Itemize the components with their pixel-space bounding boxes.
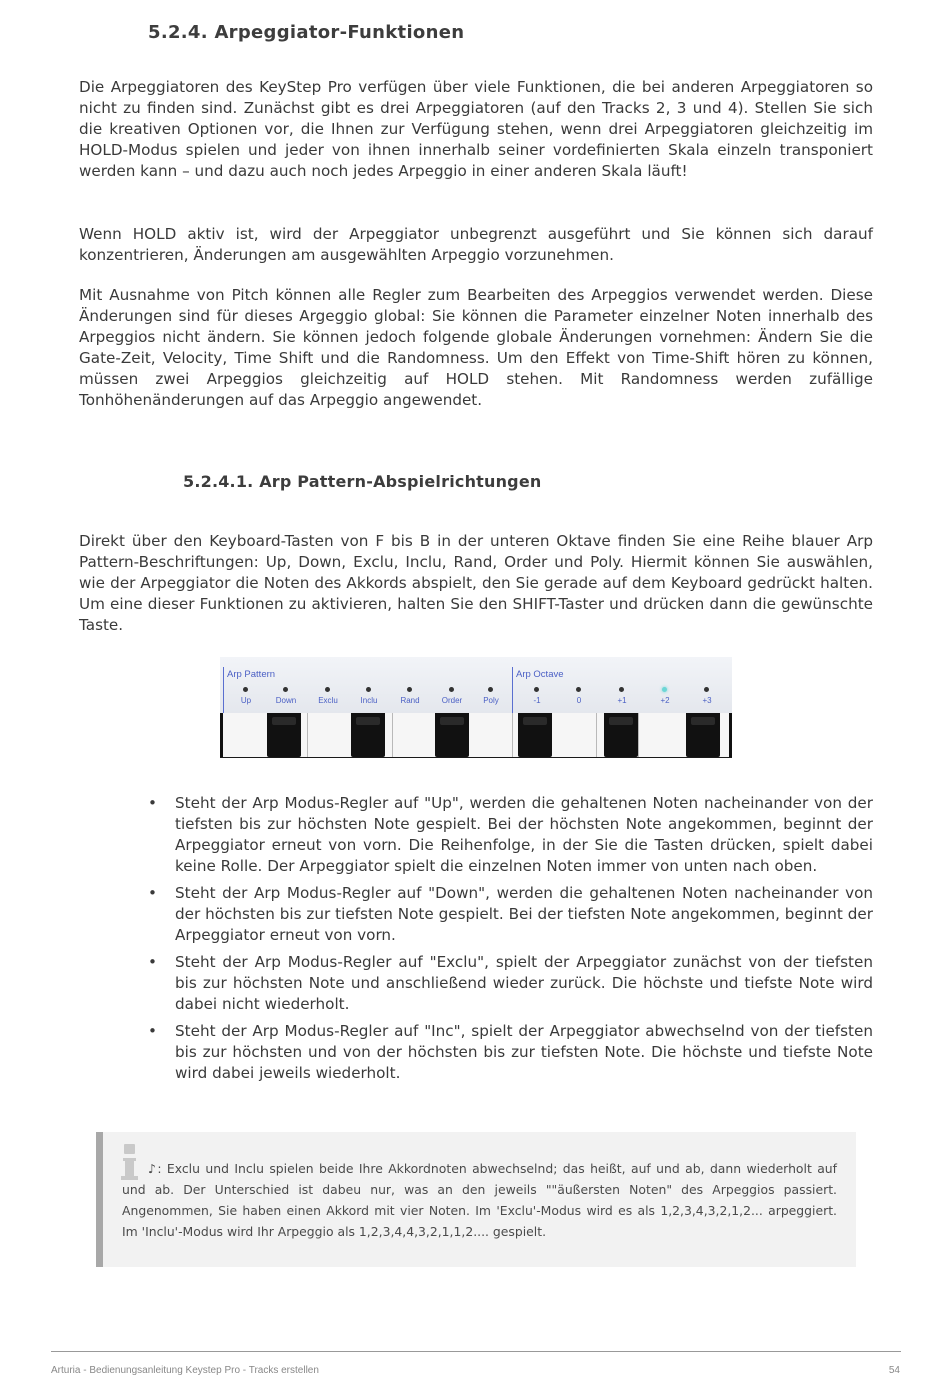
info-note-box (96, 1132, 856, 1267)
group-divider (512, 667, 513, 713)
list-item-text: Steht der Arp Modus-Regler auf "Up", werden die gehaltenen Noten nacheinander von der tiefsten bis zur höchsten Note gespielt. Bei der höchsten Note angekommen, beginnt der Arpeggiator erneut von vorn. Die Reihenfolge, in der Sie die Tasten drücken, spielt dabei keine Rolle. Der Arpeggiator spielt die einzelnen Noten immer von unten nach oben. (175, 794, 873, 875)
list-item-text: Steht der Arp Modus-Regler auf "Down", werden die gehaltenen Noten nacheinander von der höchsten bis zur tiefsten Note gespielt. Bei der tiefsten Note angekommen, beginnt der Arpeggiator erneut von vorn. (175, 884, 873, 944)
arp-pattern-label: Up (240, 696, 252, 705)
arp-octave-label: +2 (660, 696, 670, 705)
note-accent-bar (96, 1132, 103, 1267)
key-edge (220, 713, 223, 757)
black-key (351, 713, 385, 757)
led-dot (325, 687, 330, 692)
list-item (148, 952, 873, 1015)
arp-octave-label: +3 (702, 696, 712, 705)
page-number: 54 (888, 1365, 900, 1376)
list-item (148, 793, 873, 877)
label-strip (220, 657, 732, 713)
led-dot (576, 687, 581, 692)
list-item (148, 1021, 873, 1084)
led-dot (704, 687, 709, 692)
paragraph: Mit Ausnahme von Pitch können alle Regler zum Bearbeiten des Arpeggios verwendet werden. Diese Änderungen sind für dieses Argeggio global: Sie können die Parameter einzelner Noten innerhalb des Arpeggios nicht ändern. Sie können jedoch folgende globale Änderungen vornehmen: Ändern Sie die Gate-Zeit, Velocity, Time Shift und die Randomness. Um den Effekt von Time-Shift hören zu können, müssen zwei Arpeggios gleichzeitig auf HOLD stehen. Mit Randomness werden zufällige Tonhöhenänderungen auf das Arpeggio angewendet. (79, 286, 873, 409)
arp-octave-label: 0 (576, 696, 582, 705)
white-key-divider (307, 713, 308, 757)
arp-pattern-label: Inclu (360, 696, 378, 705)
arp-pattern-label: Down (275, 696, 297, 705)
white-key-divider (596, 713, 597, 757)
led-dot (534, 687, 539, 692)
arp-octave-label: +1 (617, 696, 627, 705)
key-edge (729, 713, 732, 757)
paragraph: Wenn HOLD aktiv ist, wird der Arpeggiator unbegrenzt ausgeführt und Sie können sich darauf konzentrieren, Änderungen am ausgewählten Arpeggio vorzunehmen. (79, 225, 873, 264)
group-divider (223, 667, 224, 713)
paragraph: Die Arpeggiatoren des KeyStep Pro verfügen über viele Funktionen, die bei anderen Arpeggiatoren so nicht zu finden sind. Zunächst gibt es drei Arpeggiatoren (auf den Tracks 2, 3 und 4). Stellen Sie sich die kreativen Optionen vor, die Ihnen zur Verfügung stehen, wenn drei Arpeggiatoren gleichzeitig im HOLD-Modus spielen und jeder von ihnen innerhalb seiner vordefinierten Skala einzeln transponiert werden kann – und dazu auch noch jedes Arpeggio in einer anderen Skala läuft! (79, 78, 873, 180)
led-dot (283, 687, 288, 692)
black-key (686, 713, 720, 757)
led-dot (449, 687, 454, 692)
black-key (267, 713, 301, 757)
white-key-divider (392, 713, 393, 757)
black-key (518, 713, 552, 757)
arp-pattern-label: Poly (483, 696, 499, 705)
footer-title: Arturia - Bedienungsanleitung Keystep Pro - Tracks erstellen (51, 1365, 319, 1376)
led-dot-active (662, 687, 667, 692)
arp-pattern-label: Rand (400, 696, 420, 705)
bullet-marker: • (148, 953, 157, 971)
arp-octave-label: -1 (533, 696, 541, 705)
list-item-text: Steht der Arp Modus-Regler auf "Inc", spielt der Arpeggiator abwechselnd von der tiefsten bis zur höchsten und von der höchsten bis zur tiefsten Note. Die höchste und tiefste Note wird dabei jeweils wiederholt. (175, 1022, 873, 1082)
keyboard-image (220, 657, 732, 758)
white-key-divider (512, 713, 513, 757)
bullet-marker: • (148, 1022, 157, 1040)
led-dot (243, 687, 248, 692)
black-key (604, 713, 638, 757)
bullet-marker: • (148, 884, 157, 902)
led-dot (407, 687, 412, 692)
section-heading: 5.2.4. Arpeggiator-Funktionen (148, 22, 465, 43)
footer-divider (51, 1351, 901, 1352)
led-dot (366, 687, 371, 692)
led-dot (619, 687, 624, 692)
arp-pattern-title: Arp Pattern (227, 669, 276, 680)
arp-octave-title: Arp Octave (516, 669, 564, 680)
subsection-heading: 5.2.4.1. Arp Pattern-Abspielrichtungen (183, 472, 542, 491)
led-dot (488, 687, 493, 692)
white-key-divider (638, 713, 639, 757)
list-item-text: Steht der Arp Modus-Regler auf "Exclu", spielt der Arpeggiator zunächst von der tiefsten bis zur höchsten Note und anschließend wieder zurück. Die höchste und tiefste Note wird dabei nicht wiederholt. (175, 953, 873, 1013)
bullet-list (148, 793, 873, 1090)
paragraph: Direkt über den Keyboard-Tasten von F bis B in der unteren Oktave finden Sie eine Reihe blauer Arp Pattern-Beschriftungen: Up, Down, Exclu, Inclu, Rand, Order und Poly. Hiermit können Sie auswählen, wie der Arpeggiator die Noten des Akkords abspielt, den Sie gerade auf dem Keyboard gedrückt halten. Um eine dieser Funktionen zu aktivieren, halten Sie den SHIFT-Taster und drücken dann die gewünschte Taste. (79, 532, 873, 634)
piano-keys (220, 713, 732, 757)
list-item (148, 883, 873, 946)
bullet-marker: • (148, 794, 157, 812)
note-text: ♪: Exclu und Inclu spielen beide Ihre Akkordnoten abwechselnd; das heißt, auf und ab, dann wiederholt auf und ab. Der Unterschied ist dabeu nur, was an den jeweils ""äußersten Noten" des Arpeggios passiert. Angenommen, Sie haben einen Akkord mit vier Noten. Im 'Exclu'-Modus wird es als 1,2,3,4,3,2,1,2... arpeggiert. Im 'Inclu'-Modus wird Ihr Arpeggio als 1,2,3,4,4,3,2,1,1,2.... gespielt. (122, 1161, 837, 1239)
black-key (435, 713, 469, 757)
arp-pattern-label: Exclu (318, 696, 338, 705)
arp-pattern-label: Order (441, 696, 463, 705)
